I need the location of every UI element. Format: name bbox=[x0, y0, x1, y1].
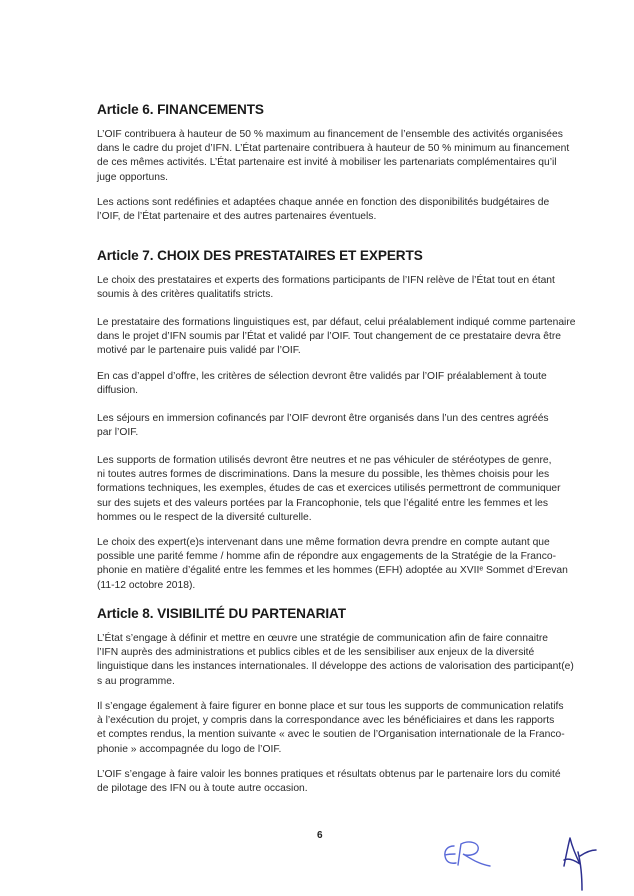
text-line: Les séjours en immersion cofinancés par l’OIF devront être organisés dans l’un des centres agréés bbox=[97, 413, 549, 424]
text-line: Le prestataire des formations linguistiques est, par défaut, celui préalablement indiqué comme partenaire bbox=[97, 317, 576, 328]
article-7-paragraph-6 bbox=[97, 536, 568, 593]
text-line: et comptes rendus, la mention suivante « avec le soutien de l’Organisation internationale de la Franco- bbox=[97, 729, 565, 741]
text-line: Les supports de formation utilisés devront être neutres et ne pas véhiculer de stéréotypes de genre, bbox=[97, 455, 552, 466]
text-line: dans le cadre du projet d’IFN. L’État partenaire contribuera à hauteur de 50 % minimum au financement bbox=[97, 143, 570, 155]
text-line: phonie » accompagnée du logo de l’OIF. bbox=[97, 743, 282, 755]
article-7-paragraph-2 bbox=[97, 316, 576, 359]
text-line: sur des sujets et des valeurs portées par la Francophonie, tels que l’égalité entre les femmes et les bbox=[97, 497, 549, 509]
article-6-paragraph-2 bbox=[97, 196, 550, 224]
text-line: linguistique dans les instances internationales. Il développe des actions de valorisation des participant(e) bbox=[97, 661, 574, 673]
text-line: Le choix des expert(e)s intervenant dans une même formation devra prendre en compte autant que bbox=[97, 537, 550, 548]
article-7-paragraph-5 bbox=[97, 454, 561, 525]
article-6-paragraph-1 bbox=[97, 128, 570, 185]
initials-signature-er bbox=[440, 836, 510, 876]
text-line: ni toutes autres formes de discriminations. Dans la mesure du possible, les thèmes choisis pour les bbox=[97, 469, 550, 481]
article-8-heading: Article 8. VISIBILITÉ DU PARTENARIAT bbox=[97, 606, 346, 621]
text-line: par l’OIF. bbox=[97, 427, 139, 439]
article-7-paragraph-3 bbox=[97, 370, 547, 398]
page-number: 6 bbox=[317, 830, 323, 841]
text-line: l’IFN auprès des administrations et publics cibles et de les sensibiliser aux enjeux de la diversité bbox=[97, 647, 535, 659]
text-line: En cas d’appel d’offre, les critères de sélection devront être validés par l’OIF préalablement à toute bbox=[97, 371, 547, 382]
text-line: l’OIF, de l’État partenaire et des autres partenaires éventuels. bbox=[97, 211, 377, 223]
text-line: diffusion. bbox=[97, 385, 139, 397]
text-line: phonie en matière d’égalité entre les femmes et les hommes (EFH) adoptée au XVIIᵉ Sommet d’Erevan bbox=[97, 565, 568, 577]
text-line: possible une parité femme / homme afin de répondre aux engagements de la Stratégie de la Franco- bbox=[97, 551, 557, 563]
text-line: motivé par le partenaire puis validé par l’OIF. bbox=[97, 345, 301, 357]
text-line: Il s’engage également à faire figurer en bonne place et sur tous les supports de communication relatifs bbox=[97, 701, 564, 712]
text-line: L’OIF contribuera à hauteur de 50 % maximum au financement de l’ensemble des activités organisées bbox=[97, 129, 563, 140]
article-6-heading: Article 6. FINANCEMENTS bbox=[97, 102, 264, 117]
article-8-paragraph-2 bbox=[97, 700, 565, 757]
text-line: Le choix des prestataires et experts des formations participants de l’IFN relève de l’État tout en étant bbox=[97, 275, 555, 286]
text-line: L’OIF s’engage à faire valoir les bonnes pratiques et résultats obtenus par le partenaire lors du comité bbox=[97, 769, 561, 780]
article-8-paragraph-1 bbox=[97, 632, 574, 689]
text-line: hommes ou le respect de la diversité culturelle. bbox=[97, 511, 312, 523]
text-line: juge opportuns. bbox=[97, 171, 168, 183]
article-7-heading: Article 7. CHOIX DES PRESTATAIRES ET EXPERTS bbox=[97, 248, 423, 263]
text-line: à l’exécution du projet, y compris dans la correspondance avec les bénéficiaires et dans les rapports bbox=[97, 715, 555, 727]
text-line: L’État s’engage à définir et mettre en œuvre une stratégie de communication afin de faire connaitre bbox=[97, 633, 549, 644]
article-7-paragraph-1 bbox=[97, 274, 555, 302]
text-line: s au programme. bbox=[97, 675, 175, 687]
text-line: de pilotage des IFN ou à toute autre occasion. bbox=[97, 783, 308, 795]
text-line: formations techniques, les exemples, études de cas et exercices utilisés permettront de communiquer bbox=[97, 483, 561, 495]
article-7-paragraph-4 bbox=[97, 412, 549, 440]
article-8-paragraph-3 bbox=[97, 768, 561, 796]
text-line: dans le projet d’IFN soumis par l’État et validé par l’OIF. Tout changement de ce prestataire devra être bbox=[97, 331, 561, 343]
text-line: soumis à des critères qualitatifs stricts. bbox=[97, 289, 274, 301]
text-line: (11-12 octobre 2018). bbox=[97, 579, 196, 591]
text-line: de ces mêmes activités. L’État partenaire est invité à mobiliser les partenariats complémentaires qu’il bbox=[97, 157, 557, 169]
text-line: Les actions sont redéfinies et adaptées chaque année en fonction des disponibilités budgétaires de bbox=[97, 197, 550, 208]
initials-signature-ay bbox=[556, 834, 620, 894]
